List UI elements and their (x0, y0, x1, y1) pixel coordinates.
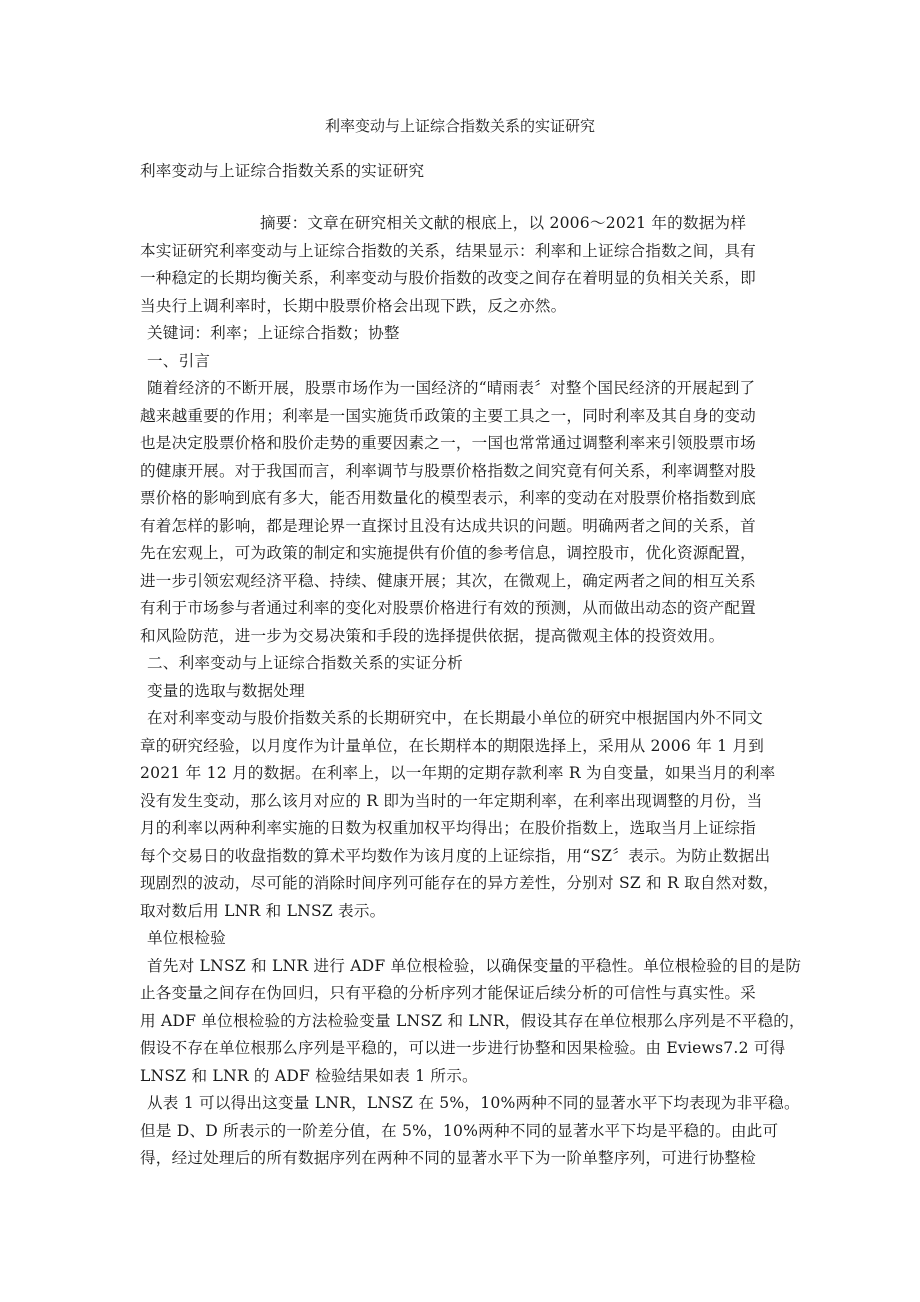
paragraph-line: 章的研究经验，以月度作为计量单位，在长期样本的期限选择上，采用从 2006 年 1 月到 (140, 736, 765, 755)
paragraph-line: 先在宏观上，可为政策的制定和实施提供有价值的参考信息，调控股市，优化资源配置， (140, 544, 756, 562)
article-title: 利率变动与上证综合指数关系的实证研究 (140, 162, 425, 180)
paragraph-line: 越来越重要的作用；利率是一国实施货币政策的主要工具之一，同时利率及其自身的变动 (140, 406, 756, 425)
paragraph-line: 得，经过处理后的所有数据序列在两种不同的显著水平下为一阶单整序列，可进行协整检 (140, 1149, 756, 1167)
paragraph-line: 有利于市场参与者通过利率的变化对股票价格进行有效的预测，从而做出动态的资产配置 (140, 599, 756, 617)
paragraph-line: 关键词：利率；上证综合指数；协整 (147, 324, 400, 342)
paragraph-line: 月的利率以两种利率实施的日数为权重加权平均得出；在股价指数上，选取当月上证综指 (140, 819, 756, 837)
paragraph-line: 二、利率变动与上证综合指数关系的实证分析 (147, 654, 463, 672)
paragraph-line: 一种稳定的长期均衡关系，利率变动与股价指数的改变之间存在着明显的负相关关系，即 (140, 269, 756, 287)
paragraph-line: 票价格的影响到底有多大，能否用数量化的模型表示，利率的变动在对股票价格指数到底 (140, 489, 756, 507)
paragraph-line: 用 ADF 单位根检验的方法检验变量 LNSZ 和 LNR，假设其存在单位根那么序列是不平稳的， (140, 1011, 805, 1030)
paragraph-line: 没有发生变动，那么该月对应的 R 即为当时的一年定期利率，在利率出现调整的月份，当 (140, 791, 763, 810)
paragraph-line: 摘要：文章在研究相关文献的根底上，以 2006～2021 年的数据为样 (260, 214, 747, 232)
paragraph-line: 当央行上调利率时，长期中股票价格会出现下跌，反之亦然。 (140, 296, 567, 315)
paragraph-line: 也是决定股票价格和股价走势的重要因素之一，一国也常常通过调整利率来引领股票市场 (140, 434, 756, 452)
paragraph-line: 本实证研究利率变动与上证综合指数的关系，结果显示：利率和上证综合指数之间，具有 (140, 241, 756, 260)
paragraph-line: 变量的选取与数据处理 (147, 681, 305, 700)
paragraph-line: 随着经济的不断开展，股票市场作为一国经济的“晴雨表〞对整个国民经济的开展起到了 (147, 379, 756, 397)
paragraph-line: 假设不存在单位根那么序列是平稳的，可以进一步进行协整和因果检验。由 Eviews7.2 可得 (140, 1039, 786, 1057)
paragraph-line: 有着怎样的影响，都是理论界一直探讨且没有达成共识的问题。明确两者之间的关系，首 (140, 516, 756, 535)
paragraph-line: 的健康开展。对于我国而言，利率调节与股票价格指数之间究竟有何关系，利率调整对股 (140, 461, 756, 480)
paragraph-line: 现剧烈的波动，尽可能的消除时间序列可能存在的异方差性，分别对 SZ 和 R 取自然对数， (140, 874, 779, 892)
paragraph-line: 止各变量之间存在伪回归，只有平稳的分析序列才能保证后续分析的可信性与真实性。采 (140, 984, 756, 1002)
paragraph-line: LNSZ 和 LNR 的 ADF 检验结果如表 1 所示。 (140, 1066, 478, 1085)
paragraph-line: 取对数后用 LNR 和 LNSZ 表示。 (140, 901, 386, 920)
paragraph-line: 2021 年 12 月的数据。在利率上，以一年期的定期存款利率 R 为自变量，如果当月的利率 (140, 764, 776, 782)
paragraph-line: 单位根检验 (147, 929, 226, 947)
paragraph-line: 但是 D、D 所表示的一阶差分值，在 5%，10%两种不同的显著水平下均是平稳的。由此可 (140, 1121, 779, 1140)
paragraph-line: 一、引言 (147, 351, 211, 370)
paragraph-line: 进一步引领宏观经济平稳、持续、健康开展；其次，在微观上，确定两者之间的相互关系 (140, 571, 756, 590)
paragraph-line: 在对利率变动与股价指数关系的长期研究中，在长期最小单位的研究中根据国内外不同文 (147, 709, 763, 727)
paragraph-line: 从表 1 可以得出这变量 LNR，LNSZ 在 5%，10%两种不同的显著水平下均表现为非平稳。 (147, 1094, 800, 1112)
paragraph-line: 首先对 LNSZ 和 LNR 进行 ADF 单位根检验，以确保变量的平稳性。单位根检验的目的是防 (147, 956, 802, 975)
paragraph-line: 每个交易日的收盘指数的算术平均数作为该月度的上证综指，用“SZ〞表示。为防止数据出 (140, 846, 771, 865)
document-header-title: 利率变动与上证综合指数关系的实证研究 (324, 117, 595, 135)
paragraph-line: 和风险防范，进一步为交易决策和手段的选择提供依据，提高微观主体的投资效用。 (140, 626, 725, 645)
